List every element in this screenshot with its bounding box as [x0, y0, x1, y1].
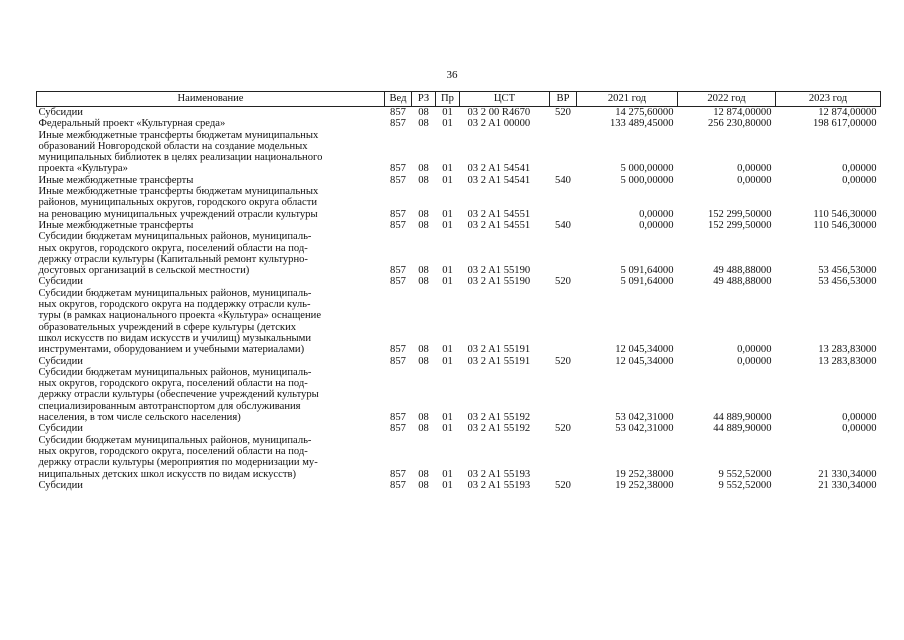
cell-rz: 08 [418, 107, 429, 118]
table-row [37, 118, 881, 129]
cell-vr: 520 [555, 355, 571, 367]
cell-vr: 540 [555, 174, 571, 186]
header-ved: Вед [385, 92, 412, 107]
cell-pr: 01 [442, 219, 453, 231]
cell-ved: 857 [390, 219, 406, 231]
cell-cst: 03 2 A1 55193 [467, 479, 531, 491]
cell-ved: 857 [390, 479, 406, 491]
cell-cst: 03 2 00 R4670 [467, 107, 531, 118]
cell-pr: 01 [442, 479, 453, 491]
cell-ved: 857 [390, 107, 406, 118]
cell-2022: 0,00000 [737, 174, 772, 186]
cell-2023: 110 546,30000 [813, 208, 877, 220]
cell-vr: 520 [555, 107, 571, 118]
cell-ved: 857 [390, 276, 406, 288]
cell-rz: 08 [418, 344, 429, 356]
cell-2022: 0,00000 [737, 355, 772, 367]
cell-2022: 12 874,00000 [713, 107, 772, 118]
cell-2023: 53 456,53000 [818, 276, 877, 288]
cell-2022: 9 552,52000 [718, 468, 772, 480]
cell-ved: 857 [390, 355, 406, 367]
cell-2021: 5 091,64000 [620, 276, 674, 288]
cell-rz: 08 [418, 423, 429, 435]
cell-2023: 0,00000 [842, 174, 877, 186]
cell-ved: 857 [390, 118, 406, 130]
cell-cst: 03 2 A1 55191 [467, 355, 531, 367]
cell-vr [550, 288, 577, 356]
cell-pr: 01 [442, 163, 453, 175]
cell-cst: 03 2 A1 54551 [467, 208, 531, 220]
cell-pr: 01 [442, 107, 453, 118]
cell-cst: 03 2 A1 54541 [467, 163, 531, 175]
table-row [37, 220, 881, 231]
cell-2023: 13 283,83000 [818, 355, 877, 367]
cell-name: Субсидии бюджетам муниципальных районов, муниципаль- ных округов, городского округа, поселений области на под- держку отрасли культуры (обеспечение учреждений культуры специализированным автотранспортом для обслуживания населения, в том числе сельского населения) [38, 366, 319, 424]
table-row [37, 130, 881, 175]
cell-2022: 152 299,50000 [707, 219, 772, 231]
table-row [37, 367, 881, 423]
cell-2021: 0,00000 [639, 219, 674, 231]
cell-2022: 49 488,88000 [713, 276, 772, 288]
cell-2022: 44 889,90000 [713, 423, 772, 435]
cell-rz: 08 [418, 208, 429, 220]
cell-2023: 53 456,53000 [818, 265, 877, 277]
cell-vr [550, 130, 577, 175]
cell-rz: 08 [418, 174, 429, 186]
cell-2021: 5 000,00000 [620, 163, 674, 175]
cell-pr: 01 [442, 276, 453, 288]
cell-2022: 0,00000 [737, 163, 772, 175]
cell-ved: 857 [390, 468, 406, 480]
cell-2021: 19 252,38000 [615, 468, 674, 480]
cell-vr: 540 [555, 219, 571, 231]
table-row [37, 231, 881, 276]
cell-ved: 857 [390, 344, 406, 356]
table-row [37, 276, 881, 287]
cell-rz: 08 [418, 479, 429, 491]
cell-2021: 53 042,31000 [615, 423, 674, 435]
cell-2021: 19 252,38000 [615, 479, 674, 491]
cell-rz: 08 [418, 412, 429, 424]
cell-cst: 03 2 A1 55190 [467, 276, 531, 288]
cell-2023: 0,00000 [842, 423, 877, 435]
cell-2022: 49 488,88000 [713, 265, 772, 277]
cell-vr [550, 435, 577, 480]
header-2021: 2021 год [577, 92, 678, 107]
cell-vr [550, 231, 577, 276]
cell-name: Федеральный проект «Культурная среда» [38, 118, 226, 130]
cell-name: Иные межбюджетные трансферты [38, 219, 194, 231]
table-row [37, 423, 881, 434]
cell-vr: 520 [555, 479, 571, 491]
cell-cst: 03 2 A1 55192 [467, 423, 531, 435]
cell-name: Иные межбюджетные трансферты бюджетам муниципальных районов, муниципальных округов, городского округа области на реновацию муниципальных учреждений отрасли культуры [38, 186, 319, 220]
table-row [37, 186, 881, 220]
cell-2023: 12 874,00000 [818, 107, 877, 118]
header-pr: Пр [436, 92, 460, 107]
cell-name: Субсидии бюджетам муниципальных районов, муниципаль- ных округов, городского округа, поселений области на под- держку отрасли культуры (Капитальный ремонт культурно- досуговых организаций в сельской местности) [38, 231, 312, 277]
cell-2023: 21 330,34000 [818, 468, 877, 480]
cell-cst: 03 2 A1 00000 [467, 118, 531, 130]
cell-2022: 0,00000 [737, 344, 772, 356]
cell-vr: 520 [555, 276, 571, 288]
cell-rz: 08 [418, 355, 429, 367]
cell-pr: 01 [442, 468, 453, 480]
cell-vr [550, 367, 577, 423]
cell-cst: 03 2 A1 55191 [467, 344, 531, 356]
cell-cst: 03 2 A1 55193 [467, 468, 531, 480]
header-name: Наименование [37, 92, 385, 107]
cell-pr: 01 [442, 265, 453, 277]
table-header-row [37, 92, 881, 107]
header-2023: 2023 год [776, 92, 881, 107]
cell-name: Субсидии бюджетам муниципальных районов, муниципаль- ных округов, городского округа на поддержку отрасли куль- туры (в рамках национального проекта «Культура» оснащение образовательных учреждений в сфере культуры (детских школ искусств по видам искусств и училищ) музыкальными инструментами, оборудованием и учебными материалами) [38, 287, 322, 356]
header-2022: 2022 год [678, 92, 776, 107]
cell-rz: 08 [418, 468, 429, 480]
cell-name: Субсидии [38, 355, 83, 367]
cell-2021: 14 275,60000 [615, 107, 674, 118]
cell-ved: 857 [390, 208, 406, 220]
cell-ved: 857 [390, 423, 406, 435]
header-cst: ЦСТ [460, 92, 550, 107]
header-vr: ВР [550, 92, 577, 107]
table-row [37, 288, 881, 356]
cell-pr: 01 [442, 208, 453, 220]
table-body [37, 107, 881, 492]
table-row [37, 480, 881, 491]
cell-2023: 0,00000 [842, 163, 877, 175]
table-row [37, 175, 881, 186]
cell-2021: 5 000,00000 [620, 174, 674, 186]
cell-2021: 12 045,34000 [615, 344, 674, 356]
cell-name: Субсидии бюджетам муниципальных районов, муниципаль- ных округов, городского округа, поселений области на под- держку отрасли культуры (мероприятия по модернизации му- ниципальных детских школ искусств по видам искусств) [38, 434, 318, 480]
cell-name: Субсидии [38, 423, 83, 435]
cell-2023: 21 330,34000 [818, 479, 877, 491]
cell-2021: 53 042,31000 [615, 412, 674, 424]
cell-2021: 12 045,34000 [615, 355, 674, 367]
cell-ved: 857 [390, 163, 406, 175]
cell-2021: 0,00000 [639, 208, 674, 220]
page-number: 36 [446, 69, 458, 81]
cell-2023: 198 617,00000 [812, 118, 877, 130]
cell-rz: 08 [418, 163, 429, 175]
cell-2022: 44 889,90000 [713, 412, 772, 424]
cell-ved: 857 [390, 174, 406, 186]
cell-name: Иные межбюджетные трансферты бюджетам муниципальных образований Новгородской области на создание модельных муниципальных библиотек в целях реализации национального проекта «Культура» [38, 129, 323, 175]
table-row [37, 435, 881, 480]
cell-name: Субсидии [38, 276, 83, 288]
cell-2021: 5 091,64000 [620, 265, 674, 277]
cell-rz: 08 [418, 219, 429, 231]
table-row [37, 356, 881, 367]
cell-rz: 08 [418, 276, 429, 288]
cell-name: Субсидии [38, 479, 83, 491]
cell-vr [550, 118, 577, 129]
cell-cst: 03 2 A1 54541 [467, 174, 531, 186]
cell-2021: 133 489,45000 [609, 118, 674, 130]
cell-2022: 9 552,52000 [718, 479, 772, 491]
budget-table [36, 91, 881, 491]
cell-pr: 01 [442, 355, 453, 367]
cell-name: Иные межбюджетные трансферты [38, 174, 194, 186]
cell-ved: 857 [390, 412, 406, 424]
cell-2023: 0,00000 [842, 412, 877, 424]
cell-name: Субсидии [38, 107, 83, 118]
cell-cst: 03 2 A1 54551 [467, 219, 531, 231]
cell-2022: 256 230,80000 [707, 118, 772, 130]
cell-pr: 01 [442, 344, 453, 356]
cell-vr: 520 [555, 423, 571, 435]
cell-pr: 01 [442, 423, 453, 435]
cell-ved: 857 [390, 265, 406, 277]
cell-pr: 01 [442, 412, 453, 424]
cell-rz: 08 [418, 118, 429, 130]
cell-2023: 13 283,83000 [818, 344, 877, 356]
cell-pr: 01 [442, 118, 453, 130]
cell-pr: 01 [442, 174, 453, 186]
cell-cst: 03 2 A1 55190 [467, 265, 531, 277]
cell-2022: 152 299,50000 [707, 208, 772, 220]
table-row [37, 107, 881, 119]
cell-vr [550, 186, 577, 220]
cell-2023: 110 546,30000 [813, 219, 877, 231]
cell-cst: 03 2 A1 55192 [467, 412, 531, 424]
cell-rz: 08 [418, 265, 429, 277]
header-rz: РЗ [412, 92, 436, 107]
